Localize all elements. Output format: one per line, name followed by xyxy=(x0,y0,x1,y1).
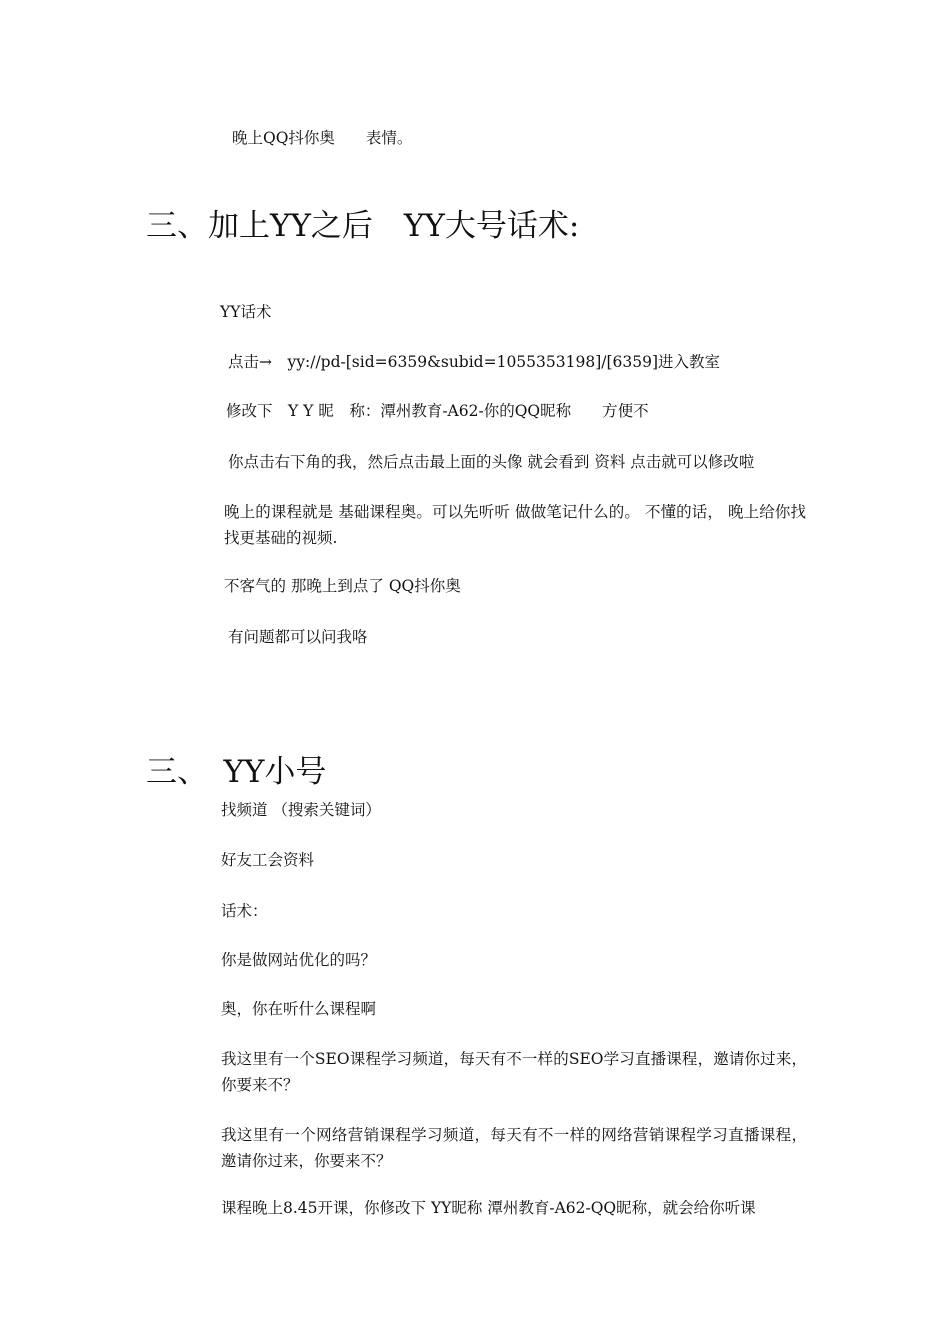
paragraph-seo-channel: 我这里有一个SEO课程学习频道，每天有不一样的SEO学习直播课程，邀请你过来，你要来不？ xyxy=(221,1050,807,1094)
paragraph-evening-course: 晚上的课程就是 基础课程奥。可以先听听 做做笔记什么的。 不懂的话， 晚上给你找找更基础的视频. xyxy=(224,503,806,547)
paragraph-marketing-channel: 我这里有一个网络营销课程学习频道，每天有不一样的网络营销课程学习直播课程，邀请你过来，你要来不？ xyxy=(221,1126,807,1170)
text-line-welcome: 不客气的 那晚上到点了 QQ抖你奥 xyxy=(224,577,461,595)
section-heading-yy-small: 三、 YY小号 xyxy=(146,754,327,790)
text-line-top: 晚上QQ抖你奥 表情。 xyxy=(232,129,413,147)
label-yy-script: YY话术 xyxy=(220,303,272,321)
text-line-how-to-modify: 你点击右下角的我，然后点击最上面的头像 就会看到 资料 点击就可以修改啦 xyxy=(228,453,755,471)
text-line-questions: 有问题都可以问我咯 xyxy=(228,628,368,646)
text-line-what-course: 奥，你在听什么课程啊 xyxy=(221,1000,377,1018)
text-line-ask-seo: 你是做网站优化的吗？ xyxy=(221,951,377,969)
text-line-friend-guild: 好友工会资料 xyxy=(221,851,315,869)
text-line-find-channel: 找频道 （搜索关键词） xyxy=(221,801,381,819)
text-line-class-time: 课程晚上8.45开课，你修改下 YY昵称 潭州教育-A62-QQ昵称，就会给你听课 xyxy=(221,1199,756,1217)
section-heading-yy-main: 三、加上YY之后 YY大号话术: xyxy=(146,208,580,244)
text-line-script-label: 话术： xyxy=(221,902,268,920)
text-line-click-link: 点击→ yy://pd-[sid=6359&subid=1055353198]/[6359]进入教室 xyxy=(228,353,721,371)
text-line-modify-nickname: 修改下 Y Y 昵 称：潭州教育-A62-你的QQ昵称 方便不 xyxy=(226,402,649,420)
